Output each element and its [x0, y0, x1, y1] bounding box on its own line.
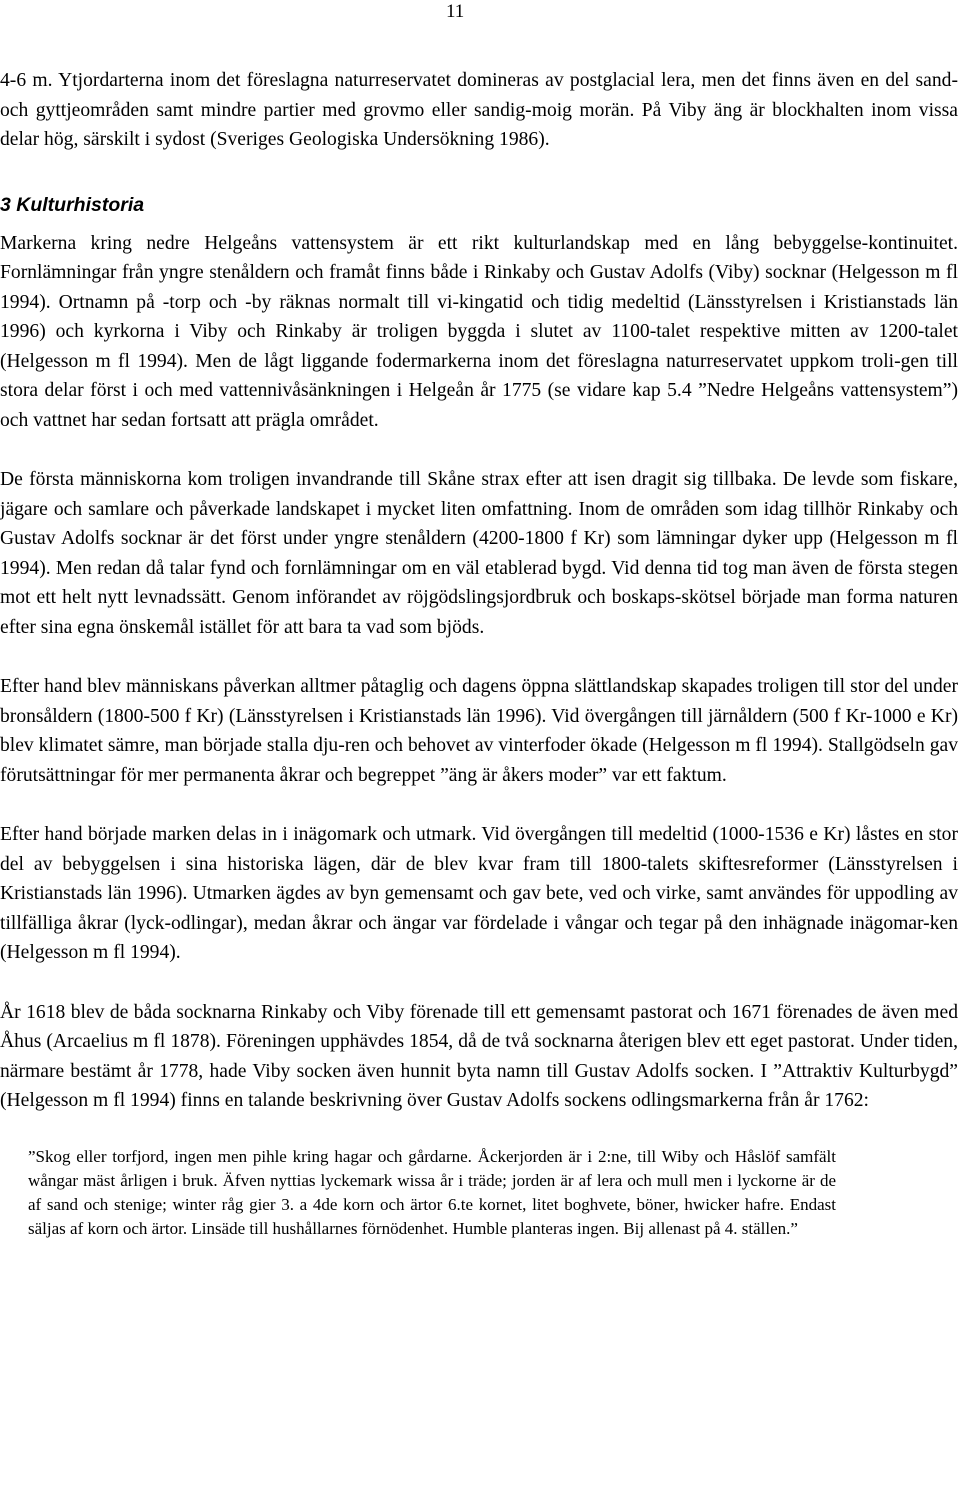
page-number: 11	[446, 1, 465, 22]
paragraph-gap	[0, 968, 958, 998]
paragraph-soil: 4-6 m. Ytjordarterna inom det föreslagna naturreservatet domineras av postglacial lera, men det finns även en del sand- och gyttjeområden samt mindre partier med grovmo eller sandig-moig morän. På Viby äng är blockhalten inom vissa delar hög, särskilt i sydost (Sveriges Geologiska Undersökning 1986).	[0, 70, 958, 150]
paragraph-gap	[0, 435, 958, 465]
paragraph-infield-outfield: Efter hand började marken delas in i inägomark och utmark. Vid övergången till medeltid (1000-1536 e Kr) låstes en stor del av bebyggelsen i sina historiska lägen, där de blev kvar fram till 1800-talets skiftesreformer (Länsstyrelsen i Kristianstads län 1996). Utmarken ägdes av byn gemensamt och gav bete, ved och virke, samt användes för uppodling av tillfälliga åkrar (lyck-odlingar), medan åkrar och ängar var fördelade i vångar och tegar på den inhägnade inägomar-ken (Helgesson m fl 1994).	[0, 824, 958, 963]
historical-quote: ”Skog eller torfjord, ingen men pihle kring hagar och gårdarne. Åckerjorden är i 2:ne, till Wiby och Håslöf samfält wångar mäst årligen i bruk. Äfven nyttias lyckemark wissa år i träde; jorden är af lera och mull men i lyckorne är de af sand och stenige; winter råg gier 3. a 4de korn och ärtor 6.te kornet, litet boghvete, böner, hwicker hafre. Endast säljas af korn och ärtor. Linsäde till hushållarnes förnödenhet. Humble planteras ingen. Bij allenast på 4. ställen.”	[28, 1146, 836, 1239]
paragraph-cultural-landscape: Markerna kring nedre Helgeåns vattensystem är ett rikt kulturlandskap med en lång bebyggelse-kontinuitet. Fornlämningar från yngre stenåldern och framåt finns både i Rinkaby och Gustav Adolfs (Viby) socknar (Helgesson m fl 1994). Ortnamn på -torp och -by räknas normalt till vi-kingatid och tidig medeltid (Länsstyrelsen i Kristianstads län 1996) och kyrkorna i Viby och Rinkaby är troligen byggda i slutet av 1100-talet respektive mitten av 1200-talet (Helgesson m fl 1994). Men de lågt liggande fodermarkerna inom det föreslagna naturreservatet uppkom troli-gen till stora delar först i och med vattennivåsänkningen i Helgeån år 1775 (se vidare kap 5.4 ”Nedre Helgeåns vattensystem”) och vattnet har sedan fortsatt att prägla området.	[0, 232, 958, 431]
paragraph-gap	[0, 642, 958, 672]
paragraph-first-humans: De första människorna kom troligen invandrande till Skåne strax efter att isen dragit sig tillbaka. De levde som fiskare, jägare och samlare och påverkade landskapet i mycket liten omfattning. Inom de områden som idag tillhör Rinkaby och Gustav Adolfs socknar är det först under yngre stenåldern (4200-1800 f Kr) som lämningar dyker upp (Helgesson m fl 1994). Men redan då talar fynd och fornlämningar om en väl etablerad bygd. Vid denna tid tog man även de första stegen mot ett helt nytt levnadssätt. Genom införandet av röjgödslingsjordbruk och boskaps-skötsel började man forma naturen efter sina egna önskemål istället för att bara ta vad som bjöds.	[0, 469, 958, 638]
paragraph-gap	[0, 790, 958, 820]
document-body	[0, 66, 958, 1241]
paragraph-pastorate: År 1618 blev de båda socknarna Rinkaby och Viby förenade till ett gemensamt pastorat och 1671 förenades de även med Åhus (Arcaelius m fl 1878). Föreningen upphävdes 1854, då de två socknarna återigen blev ett eget pastorat. Under tiden, närmare bestämt år 1778, hade Viby socken även hunnit byta namn till Gustav Adolfs socken. I ”Attraktiv Kulturbygd” (Helgesson m fl 1994) finns en talande beskrivning över Gustav Adolfs sockens odlingsmarkerna från år 1762:	[0, 1001, 958, 1111]
section-heading-kulturhistoria: 3 Kulturhistoria	[0, 193, 145, 216]
paragraph-bronze-age: Efter hand blev människans påverkan alltmer påtaglig och dagens öppna slättlandskap skapades troligen till stor del under bronsåldern (1800-500 f Kr) (Länsstyrelsen i Kristianstads län 1996). Vid övergången till järnåldern (500 f Kr-1000 e Kr) blev klimatet sämre, man började stalla dju-ren och behovet av vinterfoder ökade (Helgesson m fl 1994). Stallgödseln gav förutsättningar för mer permanenta åkrar och begreppet ”äng är åkers moder” var ett faktum.	[0, 676, 958, 786]
